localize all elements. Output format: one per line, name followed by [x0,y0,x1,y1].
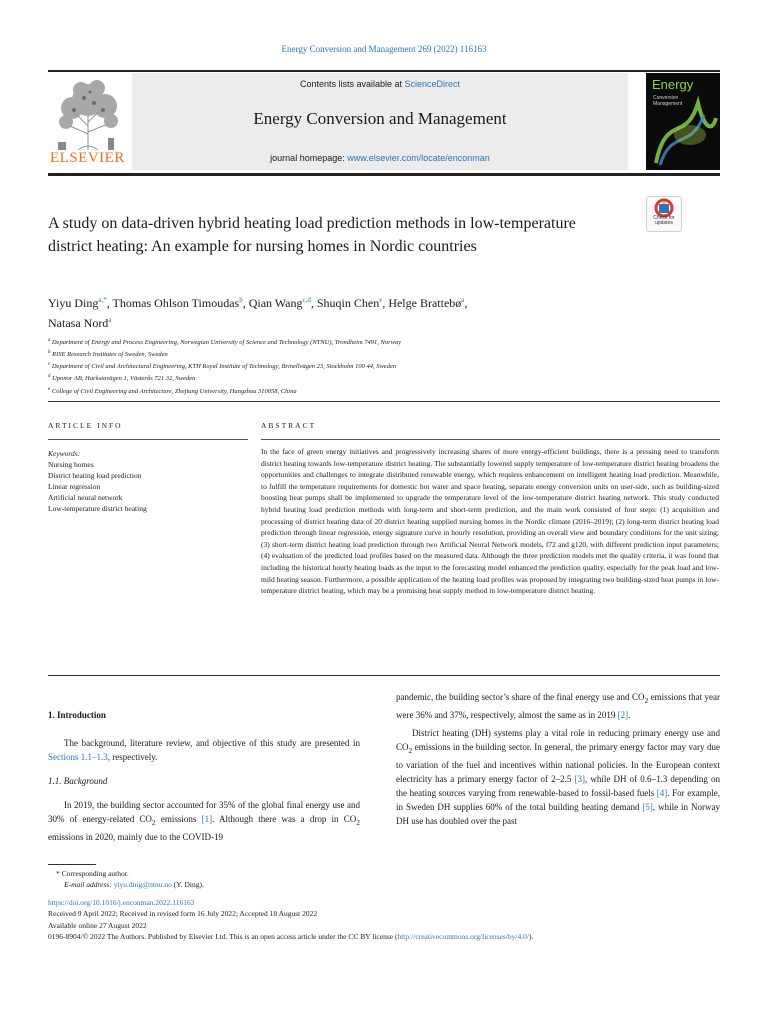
license-suffix: ). [528,932,534,942]
footnote-rule [48,864,96,865]
author-name[interactable]: Thomas Ohlson Timoudas [112,296,240,310]
journal-citation[interactable]: Energy Conversion and Management 269 (2022) 116163 [281,44,487,54]
affiliation-text: RISE Research Institutes of Sweden, Sweden [52,351,168,359]
reference-4-link[interactable]: [4] [656,787,668,798]
affiliation-text: Uponor AB, Hackstavägen 1, Västerås 721 32, Sweden [52,375,196,383]
keyword-item: Artificial neural network [48,493,123,502]
author-affiliation-marker[interactable]: a [461,296,465,304]
journal-masthead [48,70,720,176]
license-line [48,931,728,942]
dh-text-3: , while DH of 0.6–1.3 depending on the heating sources varying from renewable-based to fossil-based fuels [396,773,720,798]
asterisk-marker: * [56,869,62,878]
co2-subscript: 2 [644,695,649,705]
sciencedirect-link[interactable]: ScienceDirect [404,79,461,89]
journal-title-band [132,73,628,170]
author-separator: , [242,296,249,310]
affiliation-key: e [48,386,51,392]
author-separator: , [106,296,113,310]
contents-prefix: Contents lists available at [299,79,405,89]
author-name[interactable]: Natasa Nord [48,316,109,330]
article-title: A study on data-driven hybrid heating load prediction methods in low-temperature district heating: An example for nursing homes in Nordic countries [48,215,576,255]
background-text-2: emissions [155,814,202,824]
pandemic-text-2: emissions that year were 36% and 37%, respectively, almost the same as in 2019 [396,692,720,720]
keyword-list [48,459,248,514]
corresponding-author-text: Corresponding author. [61,869,129,878]
footnotes [48,864,728,942]
reference-2-link[interactable]: [2] [617,709,629,720]
affiliation-text: College of Civil Engineering and Architecture, Zhejiang University, Hangzhou 310058, China [51,387,297,395]
pandemic-paragraph: pandemic, the building sector’s share of the final energy use and $CO_2$ emissions that year were 36% and 37%, respectively, almost the same as in 2019 [2]. [396,692,720,720]
affiliation-text: Department of Energy and Process Engineering, Norwegian University of Science and Technology (NTNU), Trondheim 7491, Norway [51,339,402,347]
abstract-bottom-rule [48,675,720,676]
background-text-3: . Although there was a drop in CO [212,814,357,824]
author-affiliation-marker[interactable]: a [108,316,112,324]
elsevier-wordmark: ELSEVIER [50,150,125,166]
background-paragraph [48,798,360,844]
affiliation-key: c [48,362,51,368]
author-name[interactable]: Helge Brattebø [388,296,462,310]
affiliation-item [48,336,648,348]
email-suffix: (Y. Ding). [171,880,204,890]
co2-subscript: 2 [356,817,360,827]
district-heating-paragraph [396,726,720,828]
corresponding-author-note [48,868,728,879]
keyword-item: Low-temperature district heating [48,504,147,513]
affiliation-item [48,372,648,384]
check-for-updates-button[interactable] [646,196,682,232]
author-name[interactable]: Shuqin Chen [316,296,380,310]
intro-paragraph [48,736,360,764]
journal-homepage-line [132,153,628,163]
affiliation-item [48,348,648,360]
background-heading: 1.1. Background [48,776,108,786]
intro-text: The background, literature review, and objective of this study are presented in [64,738,360,748]
masthead-top-rule [48,70,720,72]
author-affiliation-marker[interactable]: c,d [302,296,311,304]
co2-subscript: 2 [151,817,156,827]
received-line: Received 9 April 2022; Received in revised form 16 July 2022; Accepted 18 August 2022 [48,909,318,919]
affiliation-key: d [48,374,51,380]
keywords-label: Keywords: [48,449,81,458]
affiliation-key: a [48,338,51,343]
journal-cover-thumbnail[interactable] [646,73,720,170]
reference-3-link[interactable]: [3] [574,773,586,784]
dh-text-5: , while in Norway DH use has doubled over the past [396,801,720,826]
license-text: 0196-8904/© 2022 The Authors. Published by Elsevier Ltd. This is an open access article under the CC BY license ( [48,932,398,942]
masthead-bottom-rule [48,173,720,176]
check-updates-label: Check for updates [653,215,675,226]
background-text-4: emissions in 2020, mainly due to the COVID-19 [48,831,223,842]
reference-1-link[interactable]: [1] [201,814,213,824]
email-label: E-mail address: [64,880,114,890]
author-affiliation-marker[interactable]: e [379,296,383,304]
abstract-text: In the face of green energy initiatives and progressively increasing shares of more energy-efficient buildings, there is a pressing need to transform district heating towards low-temperature district heating. The substantially lowered supply temperature of low-temperature district heating broadens the opportunities and challenges to integrate distributed renewable energy, which requires enhancement on intelligent heating load prediction. Meanwhile, to fulfill the temperature requirements for domestic hot water and space heating, separate energy conversion units on user-side, such as building-sized boosting heat pumps shall be implemented to upgrade the temperature level of the low-temperature district heating network. This study conducted hybrid heating load prediction methods with long-term and short-term prediction, and the main work consisted of four steps: (1) acquisition and processing of district heating data of 20 district heating supplied nursing homes in the Nordic climate (2016–2019); (2) long-term district heating load prediction through linear regression, energy signature curve in hourly resolution, providing an overall view and boundary conditions for the unit sizing; (3) short-term district heating load prediction through two Artificial Neural Network models, f72 and g120, with different prediction input parameters; (4) evaluation of the predicted load profiles based on the measured data. Although the three prediction models met the quality criteria, it was found that including the historical hourly heating loads as the input to the forecasting model enhanced the prediction quality, especially for the peak load and low-mild heating season. Furthermore, a possible application of the heating load profiles was proposed by integrating two building-sized heat pumps in low-temperature district heating, which may be a promising heat supply method in low-temperature district heating. [261,447,719,596]
email-link[interactable]: yiyu.ding@ntnu.no [113,880,172,890]
doi-line [48,897,728,908]
author-separator: , [310,296,317,310]
affiliations-divider [48,401,720,402]
journal-homepage-link[interactable]: www.elsevier.com/locate/enconman [347,153,490,163]
dh-text-1: District heating (DH) systems play a vital role in reducing primary energy use and CO [396,727,720,752]
affiliation-key: b [48,350,51,356]
article-info-heading: ARTICLE INFO [48,421,123,430]
contents-available-line [132,79,628,89]
intro-text-end: , respectively. [107,752,158,762]
keywords-block [48,448,248,514]
license-link[interactable]: http://creativecommons.org/licenses/by/4.0/ [397,932,529,942]
author-name[interactable]: Yiyu Ding [48,296,99,310]
dh-text-2: emissions in the building sector. In general, the primary energy factor may vary due to variation of the fuel and incentives within national policies. In the European context electricity has a primary energy factor of 2–2.5 [396,741,720,784]
affiliation-item [48,385,648,397]
homepage-prefix: journal homepage: [270,153,348,163]
doi-link[interactable]: https://doi.org/10.1016/j.enconman.2022.116163 [48,897,195,907]
journal-name: Energy Conversion and Management [253,109,507,128]
abstract-rule [261,439,720,440]
author-affiliation-marker[interactable]: b [239,296,243,304]
email-note [48,879,728,890]
abstract-heading: ABSTRACT [261,421,317,430]
keyword-item: District heating load prediction [48,471,142,480]
body-right-column [396,690,720,828]
affiliation-item [48,360,648,372]
author-affiliation-marker[interactable]: a,* [98,296,107,304]
pandemic-text-1: pandemic, the building sector’s share of the final energy use and CO [396,692,645,702]
sections-link[interactable]: Sections 1.1–1.3 [48,752,108,762]
author-list [48,292,648,332]
introduction-heading: 1. Introduction [48,710,106,720]
body-left-column [48,708,360,844]
reference-5-link[interactable]: [5] [642,801,653,812]
dh-text-4: . For example, in Sweden DH supplies 60% of the total building heating demand [396,787,720,812]
author-separator: , [464,296,468,310]
background-text-1: In 2019, the building sector accounted for 35% of the global final energy use and 30% of energy-related CO [48,800,360,824]
keyword-item: Nursing homes [48,460,94,469]
co2-subscript: 2 [408,745,413,755]
author-separator: , [382,296,389,310]
affiliation-text: Department of Civil and Architectural Engineering, KTH Royal Institute of Technology, Brinellvägen 23, Stockholm 100 44, Sweden [51,363,397,371]
article-info-rule [48,439,248,440]
cover-subtitle: Conversion Management [653,95,683,107]
affiliation-list [48,336,648,397]
cover-title: Energy [652,77,694,92]
author-name[interactable]: Qian Wang [248,296,303,310]
keyword-item: Linear regression [48,482,101,491]
available-line: Available online 27 August 2022 [48,920,147,930]
